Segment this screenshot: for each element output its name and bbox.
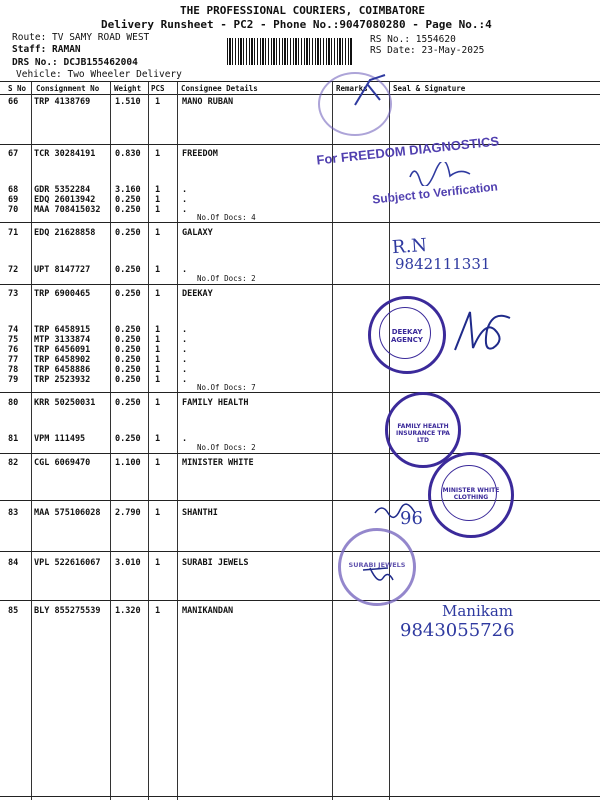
- row-sno: 82: [8, 458, 19, 468]
- row-consignment: TRP 6458902: [34, 355, 91, 365]
- minister-stamp-text: MINISTER WHITE CLOTHING: [442, 487, 500, 501]
- doc-count: No.Of Docs: 4: [197, 213, 256, 222]
- col-consignee: Consignee Details: [181, 84, 258, 93]
- col-remarks: Remarks: [336, 84, 368, 93]
- row-weight: 0.250: [115, 398, 141, 408]
- row-consignee: .: [182, 265, 188, 275]
- group-divider: [0, 551, 600, 552]
- row-pcs: 1: [155, 195, 161, 205]
- family-stamp-text: FAMILY HEALTH INSURANCE TPA LTD: [396, 423, 450, 444]
- deekay-stamp: [368, 296, 446, 374]
- rs-date-label: RS Date: 23-May-2025: [370, 45, 485, 56]
- row-consignment: VPM 111495: [34, 434, 86, 444]
- minister-stamp: [428, 452, 514, 538]
- row-consignee: GALAXY: [182, 228, 213, 238]
- doc-count: No.Of Docs: 2: [197, 443, 256, 452]
- galaxy-phone: 9842111331: [395, 255, 491, 273]
- freedom-stamp-line1: For FREEDOM DIAGNOSTICS: [315, 133, 500, 168]
- row-consignment: GDR 5352284: [34, 185, 91, 195]
- row-sno: 80: [8, 398, 19, 408]
- row-pcs: 1: [155, 265, 161, 275]
- row-sno: 68: [8, 185, 19, 195]
- row-consignee: SHANTHI: [182, 508, 218, 518]
- row-pcs: 1: [155, 398, 161, 408]
- row-consignee: MINISTER WHITE: [182, 458, 254, 468]
- row-consignee: .: [182, 375, 188, 385]
- row-sno: 67: [8, 149, 19, 159]
- row-weight: 0.250: [115, 434, 141, 444]
- row-sno: 78: [8, 365, 19, 375]
- surabi-signature: [358, 560, 398, 590]
- row-consignment: EDQ 26013942: [34, 195, 96, 205]
- bottom-rule: [0, 796, 600, 797]
- row-consignment: TCR 30284191: [34, 149, 96, 159]
- row-consignee: .: [182, 195, 188, 205]
- doc-count: No.Of Docs: 7: [197, 383, 256, 392]
- surabi-stamp-text: SURABI JEWELS: [348, 561, 406, 569]
- freedom-stamp-line2: Subject to Verification: [371, 179, 499, 207]
- row-sno: 73: [8, 289, 19, 299]
- row-weight: 0.250: [115, 325, 141, 335]
- row-consignment: KRR 50250031: [34, 398, 96, 408]
- row-pcs: 1: [155, 606, 161, 616]
- row-sno: 71: [8, 228, 19, 238]
- row-pcs: 1: [155, 508, 161, 518]
- row-sno: 79: [8, 375, 19, 385]
- row-sno: 74: [8, 325, 19, 335]
- row-weight: 3.010: [115, 558, 141, 568]
- row-consignee: .: [182, 325, 188, 335]
- col-seal: Seal & Signature: [393, 84, 466, 93]
- row-consignee: FREEDOM: [182, 149, 218, 159]
- group-divider: [0, 392, 600, 393]
- group-divider: [0, 453, 600, 454]
- row-consignment: TRP 4138769: [34, 97, 91, 107]
- row-weight: 0.250: [115, 265, 141, 275]
- row-sno: 72: [8, 265, 19, 275]
- col-divider: [148, 82, 149, 800]
- row-pcs: 1: [155, 365, 161, 375]
- row-consignment: TRP 6458886: [34, 365, 91, 375]
- row-consignee: MANO RUBAN: [182, 97, 234, 107]
- staff-label: Staff: RAMAN: [12, 44, 81, 55]
- row-consignment: MTP 3133874: [34, 335, 91, 345]
- row-pcs: 1: [155, 205, 161, 215]
- mano-signature: [350, 70, 390, 110]
- doc-count: No.Of Docs: 2: [197, 274, 256, 283]
- row-consignment: VPL 522616067: [34, 558, 101, 568]
- manikandan-phone: 9843055726: [400, 620, 515, 641]
- row-consignee: SURABI JEWELS: [182, 558, 249, 568]
- col-consignment: Consignment No: [36, 84, 100, 93]
- row-sno: 76: [8, 345, 19, 355]
- row-sno: 81: [8, 434, 19, 444]
- runsheet-subtitle: Delivery Runsheet - PC2 - Phone No.:9047080280 - Page No.:4: [101, 18, 492, 31]
- row-consignee: MANIKANDAN: [182, 606, 234, 616]
- row-pcs: 1: [155, 325, 161, 335]
- galaxy-name: R.N: [391, 234, 428, 259]
- vehicle-label: Vehicle: Two Wheeler Delivery: [16, 69, 182, 80]
- row-consignee: .: [182, 345, 188, 355]
- deekay-stamp-text: DEEKAY AGENCY: [390, 328, 423, 344]
- group-divider: [0, 600, 600, 601]
- row-pcs: 1: [155, 434, 161, 444]
- row-sno: 84: [8, 558, 19, 568]
- row-weight: 0.250: [115, 195, 141, 205]
- col-sno: S No: [8, 84, 27, 93]
- group-divider: [0, 284, 600, 285]
- row-consignment: BLY 855275539: [34, 606, 101, 616]
- row-pcs: 1: [155, 355, 161, 365]
- row-pcs: 1: [155, 228, 161, 238]
- row-pcs: 1: [155, 185, 161, 195]
- col-divider: [31, 82, 32, 800]
- row-weight: 0.250: [115, 375, 141, 385]
- manikandan-signature: Manikam: [442, 602, 514, 620]
- row-consignment: CGL 6069470: [34, 458, 91, 468]
- rs-no-label: RS No.: 1554620: [370, 34, 456, 45]
- row-consignment: UPT 8147727: [34, 265, 91, 275]
- row-pcs: 1: [155, 289, 161, 299]
- company-title: THE PROFESSIONAL COURIERS, COIMBATORE: [180, 4, 426, 17]
- row-pcs: 1: [155, 375, 161, 385]
- row-consignee: DEEKAY: [182, 289, 213, 299]
- row-consignment: MAA 575106028: [34, 508, 101, 518]
- row-pcs: 1: [155, 97, 161, 107]
- row-pcs: 1: [155, 345, 161, 355]
- row-weight: 3.160: [115, 185, 141, 195]
- col-pcs: PCS: [151, 84, 165, 93]
- row-consignment: TRP 6458915: [34, 325, 91, 335]
- row-sno: 70: [8, 205, 19, 215]
- barcode: [227, 38, 353, 65]
- freedom-signature: [405, 162, 475, 186]
- row-weight: 1.100: [115, 458, 141, 468]
- row-pcs: 1: [155, 335, 161, 345]
- row-consignment: MAA 708415032: [34, 205, 101, 215]
- route-label: Route: TV SAMY ROAD WEST: [12, 32, 150, 43]
- row-weight: 0.250: [115, 335, 141, 345]
- row-weight: 0.250: [115, 289, 141, 299]
- header-top-rule: [0, 81, 600, 82]
- col-weight: Weight: [114, 84, 142, 93]
- row-consignment: TRP 2523932: [34, 375, 91, 385]
- col-divider: [332, 82, 333, 800]
- row-weight: 0.250: [115, 355, 141, 365]
- row-consignee: FAMILY HEALTH: [182, 398, 249, 408]
- minister-signature: [370, 498, 430, 520]
- row-consignee: .: [182, 434, 188, 444]
- row-sno: 69: [8, 195, 19, 205]
- row-consignee: .: [182, 355, 188, 365]
- row-weight: 1.510: [115, 97, 141, 107]
- row-pcs: 1: [155, 458, 161, 468]
- row-weight: 0.250: [115, 228, 141, 238]
- row-sno: 77: [8, 355, 19, 365]
- row-sno: 85: [8, 606, 19, 616]
- col-divider: [110, 82, 111, 800]
- drs-label: DRS No.: DCJB155462004: [12, 57, 138, 68]
- row-consignee: .: [182, 335, 188, 345]
- row-consignee: .: [182, 205, 188, 215]
- row-weight: 0.250: [115, 205, 141, 215]
- row-consignment: EDQ 21628858: [34, 228, 96, 238]
- header-bottom-rule: [0, 94, 600, 95]
- row-consignee: .: [182, 185, 188, 195]
- row-consignment: TRP 6900465: [34, 289, 91, 299]
- row-weight: 0.830: [115, 149, 141, 159]
- row-weight: 2.790: [115, 508, 141, 518]
- row-sno: 83: [8, 508, 19, 518]
- row-weight: 1.320: [115, 606, 141, 616]
- minister-phone: 96: [400, 508, 423, 529]
- row-pcs: 1: [155, 149, 161, 159]
- group-divider: [0, 222, 600, 223]
- col-divider: [177, 82, 178, 800]
- row-pcs: 1: [155, 558, 161, 568]
- row-sno: 75: [8, 335, 19, 345]
- row-weight: 0.250: [115, 345, 141, 355]
- deekay-signature: [445, 300, 520, 360]
- row-consignee: .: [182, 365, 188, 375]
- row-consignment: TRP 6456091: [34, 345, 91, 355]
- row-sno: 66: [8, 97, 19, 107]
- group-divider: [0, 144, 600, 145]
- row-weight: 0.250: [115, 365, 141, 375]
